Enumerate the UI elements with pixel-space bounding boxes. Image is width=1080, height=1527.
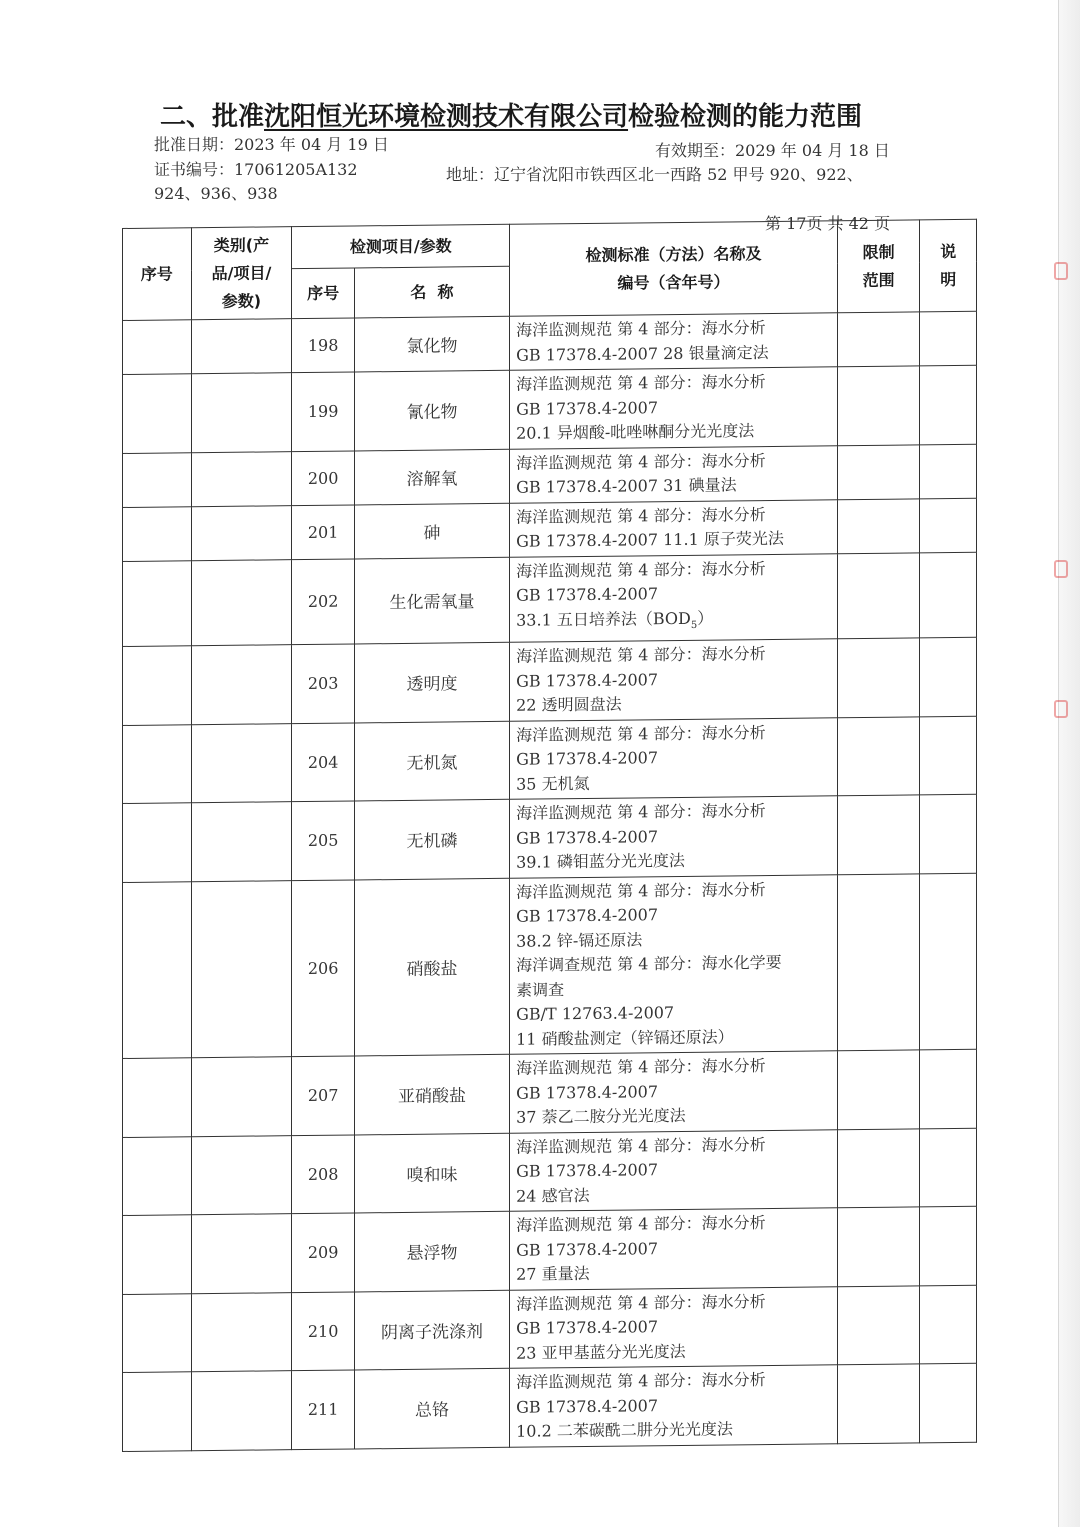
row-standard <box>510 1208 838 1290</box>
row-note-cell <box>920 1363 977 1442</box>
standard-line: 37 萘乙二胺分光光度法 <box>516 1106 686 1127</box>
standard-line: 海洋监测规范 第 4 部分：海水分析 <box>516 504 766 527</box>
table-row <box>123 1049 977 1137</box>
standard-line: 素调查 <box>516 979 565 1000</box>
standard-line: 38.2 锌-镉还原法 <box>516 930 643 951</box>
standard-line: GB 17378.4-2007 <box>516 669 659 691</box>
row-standard <box>510 717 838 799</box>
row-limit-cell <box>837 1207 920 1286</box>
header-limit: 限制 范围 <box>837 220 920 313</box>
standard-line: 海洋监测规范 第 4 部分：海水分析 <box>516 1291 766 1314</box>
header-standard: 检测标准（方法）名称及 编号（含年号） <box>510 221 838 317</box>
row-seq: 209 <box>292 1213 355 1292</box>
row-name: 透明度 <box>354 642 509 722</box>
table-row <box>123 1363 977 1451</box>
row-category-cell <box>191 373 292 453</box>
standard-line: GB 17378.4-2007 <box>516 1395 659 1417</box>
row-category-cell <box>191 1292 292 1372</box>
row-seq: 207 <box>292 1056 355 1135</box>
capability-table <box>122 219 977 1452</box>
row-no-cell <box>123 1293 192 1372</box>
standard-line: GB 17378.4-2007 <box>516 826 659 848</box>
row-standard <box>510 796 838 878</box>
row-limit-cell <box>837 795 920 874</box>
standard-line: 海洋监测规范 第 4 部分：海水分析 <box>516 1370 766 1392</box>
page-number: 第 17页 共 42 页 <box>765 214 891 233</box>
standard-line: 海洋调查规范 第 4 部分：海水化学要 <box>516 953 782 975</box>
standard-line: GB 17378.4-2007 <box>516 1238 659 1260</box>
valid-until: 有效期至：2029 年 04 月 18 日 <box>655 141 890 160</box>
standard-line: 22 透明圆盘法 <box>516 694 622 715</box>
row-no-cell <box>123 1215 192 1294</box>
row-seq: 206 <box>292 880 355 1057</box>
page-title: 二、批准沈阳恒光环境检测技术有限公司检验检测的能力范围 <box>160 102 863 132</box>
row-note-cell <box>920 311 977 366</box>
table-row <box>123 637 977 725</box>
table-row <box>123 498 977 561</box>
table-row <box>123 794 977 882</box>
row-limit-cell <box>837 312 920 367</box>
row-seq: 198 <box>292 318 355 373</box>
standard-line: GB 17378.4-2007 <box>516 397 659 419</box>
row-limit-cell <box>837 1050 920 1129</box>
row-no-cell <box>123 1136 192 1215</box>
standard-line: GB 17378.4-2007 31 碘量法 <box>516 475 737 497</box>
page-edge <box>1058 0 1080 1527</box>
table-row <box>123 1285 977 1373</box>
standard-line: 27 重量法 <box>516 1264 590 1284</box>
row-note-cell <box>920 716 977 795</box>
standard-line: 24 感官法 <box>516 1185 590 1206</box>
row-seq: 211 <box>292 1370 355 1449</box>
standard-line: 海洋监测规范 第 4 部分：海水分析 <box>516 558 766 581</box>
row-name: 悬浮物 <box>354 1211 509 1291</box>
standard-line: GB/T 12763.4-2007 <box>516 1003 675 1024</box>
row-name: 溶解氧 <box>354 449 509 505</box>
table-row <box>123 873 977 1059</box>
row-no-cell <box>123 803 192 882</box>
row-note-cell <box>920 1206 977 1285</box>
row-seq: 205 <box>292 801 355 880</box>
stamp-fragment <box>1054 700 1068 718</box>
row-limit-cell <box>837 1286 920 1365</box>
row-name: 嗅和味 <box>354 1133 509 1213</box>
row-standard <box>510 874 838 1054</box>
row-name: 氰化物 <box>354 370 509 450</box>
row-category-cell <box>191 880 292 1058</box>
row-seq: 203 <box>292 644 355 723</box>
row-standard <box>510 1365 838 1447</box>
header-item-group: 检测项目/参数 <box>292 224 510 268</box>
standard-line: GB 17378.4-2007 <box>516 748 659 769</box>
row-name: 硝酸盐 <box>354 878 509 1056</box>
header-category: 类别(产 品/项目/ 参数) <box>191 227 292 320</box>
row-no-cell <box>123 560 192 646</box>
standard-line: GB 17378.4-2007 <box>516 905 659 926</box>
row-name: 生化需氧量 <box>354 557 509 644</box>
row-note-cell <box>920 1049 977 1128</box>
standard-line: GB 17378.4-2007 11.1 原子荧光法 <box>516 528 784 551</box>
row-limit-cell <box>837 552 920 639</box>
standard-line: 海洋监测规范 第 4 部分：海水分析 <box>516 801 766 823</box>
row-no-cell <box>123 724 192 803</box>
row-seq: 200 <box>292 450 355 505</box>
row-category-cell <box>191 505 292 560</box>
row-standard <box>510 313 838 371</box>
row-name: 氯化物 <box>354 316 509 372</box>
row-name: 总铬 <box>354 1368 509 1448</box>
row-standard <box>510 367 838 449</box>
standard-line: 海洋监测规范 第 4 部分：海水分析 <box>516 318 766 340</box>
standard-line: 39.1 磷钼蓝分光光度法 <box>516 851 685 872</box>
row-category-cell <box>191 1214 292 1294</box>
standard-line: GB 17378.4-2007 <box>516 1081 659 1103</box>
row-note-cell <box>920 365 977 444</box>
row-name: 无机磷 <box>354 799 509 879</box>
row-standard <box>510 499 838 557</box>
standard-line: 35 无机氮 <box>516 773 590 794</box>
row-limit-cell <box>837 874 920 1051</box>
certificate-number: 证书编号：17061205A132 <box>154 160 358 179</box>
row-name: 砷 <box>354 503 509 559</box>
address: 地址：辽宁省沈阳市铁西区北一西路 52 甲号 920、922、 <box>446 165 863 184</box>
row-standard <box>510 553 838 642</box>
row-no-cell <box>123 1058 192 1137</box>
row-note-cell <box>920 794 977 873</box>
standard-line: 海洋监测规范 第 4 部分：海水分析 <box>516 372 766 394</box>
row-no-cell <box>123 646 192 725</box>
row-no-cell <box>123 374 192 453</box>
row-category-cell <box>191 723 292 803</box>
stamp-fragment <box>1054 560 1068 578</box>
row-seq: 204 <box>292 723 355 802</box>
row-note-cell <box>920 1128 977 1207</box>
table-row <box>123 552 977 647</box>
table-row <box>123 1206 977 1294</box>
standard-line: GB 17378.4-2007 <box>516 584 659 605</box>
row-category-cell <box>191 1057 292 1137</box>
row-limit-cell <box>837 1129 920 1208</box>
row-standard <box>510 639 838 721</box>
standard-line: 海洋监测规范 第 4 部分：海水分析 <box>516 1134 766 1157</box>
row-limit-cell <box>837 717 920 796</box>
row-category-cell <box>191 1135 292 1215</box>
standard-line: 10.2 二苯碳酰二肼分光光度法 <box>516 1419 733 1441</box>
standard-line: GB 17378.4-2007 28 银量滴定法 <box>516 342 769 365</box>
row-limit-cell <box>837 498 920 553</box>
row-seq: 208 <box>292 1135 355 1214</box>
row-no-cell <box>123 506 192 561</box>
row-no-cell <box>123 320 192 375</box>
table-row <box>123 365 977 453</box>
standard-line: 23 亚甲基蓝分光光度法 <box>516 1341 686 1363</box>
row-name: 无机氮 <box>354 721 509 801</box>
row-seq: 201 <box>292 504 355 559</box>
row-category-cell <box>191 802 292 882</box>
row-note-cell <box>920 637 977 716</box>
row-name: 亚硝酸盐 <box>354 1054 509 1134</box>
row-note-cell <box>920 1285 977 1364</box>
row-standard <box>510 1286 838 1368</box>
header-note: 说 明 <box>920 219 977 312</box>
standard-line: 33.1 五日培养法$(BOD_5)$ <box>516 608 714 631</box>
row-category-cell <box>191 1371 292 1451</box>
row-limit-cell <box>837 444 920 499</box>
table-row <box>123 716 977 804</box>
standard-line: GB 17378.4-2007 <box>516 1160 659 1181</box>
standard-line: 海洋监测规范 第 4 部分：海水分析 <box>516 722 766 745</box>
row-category-cell <box>191 645 292 725</box>
row-note-cell <box>920 498 977 553</box>
approval-date: 批准日期：2023 年 04 月 19 日 <box>154 135 389 154</box>
row-no-cell <box>123 881 192 1058</box>
header-item-name: 名 称 <box>354 266 509 318</box>
row-standard <box>510 1051 838 1133</box>
row-seq: 202 <box>292 558 355 644</box>
row-category-cell <box>191 559 292 646</box>
row-no-cell <box>123 1372 192 1451</box>
standard-line: 海洋监测规范 第 4 部分：海水分析 <box>516 1056 766 1078</box>
row-limit-cell <box>837 638 920 717</box>
standard-line: 20.1 异烟酸-吡唑啉酮分光光度法 <box>516 421 755 443</box>
standard-line: 海洋监测规范 第 4 部分：海水分析 <box>516 644 766 666</box>
stamp-fragment <box>1054 262 1068 280</box>
row-category-cell <box>191 451 292 506</box>
table-row <box>123 1128 977 1216</box>
row-name: 阴离子洗涤剂 <box>354 1290 509 1370</box>
row-limit-cell <box>837 1364 920 1443</box>
header-no: 序号 <box>123 228 192 321</box>
row-seq: 210 <box>292 1292 355 1371</box>
row-seq: 199 <box>292 372 355 451</box>
row-limit-cell <box>837 366 920 445</box>
header-item-seq: 序号 <box>292 268 355 319</box>
standard-line: GB 17378.4-2007 <box>516 1317 659 1338</box>
row-note-cell <box>920 552 977 638</box>
standard-line: 海洋监测规范 第 4 部分：海水分析 <box>516 450 766 473</box>
row-standard <box>510 1129 838 1211</box>
address-continued: 924、936、938 <box>154 184 278 203</box>
table-row <box>123 311 977 374</box>
row-standard <box>510 445 838 503</box>
standard-line: 海洋监测规范 第 4 部分：海水分析 <box>516 1213 766 1235</box>
row-note-cell <box>920 444 977 499</box>
row-no-cell <box>123 452 192 507</box>
standard-line: 海洋监测规范 第 4 部分：海水分析 <box>516 879 766 902</box>
row-note-cell <box>920 873 977 1050</box>
row-category-cell <box>191 319 292 374</box>
table-row <box>123 444 977 507</box>
standard-line: 11 硝酸盐测定（锌镉还原法） <box>516 1027 734 1049</box>
